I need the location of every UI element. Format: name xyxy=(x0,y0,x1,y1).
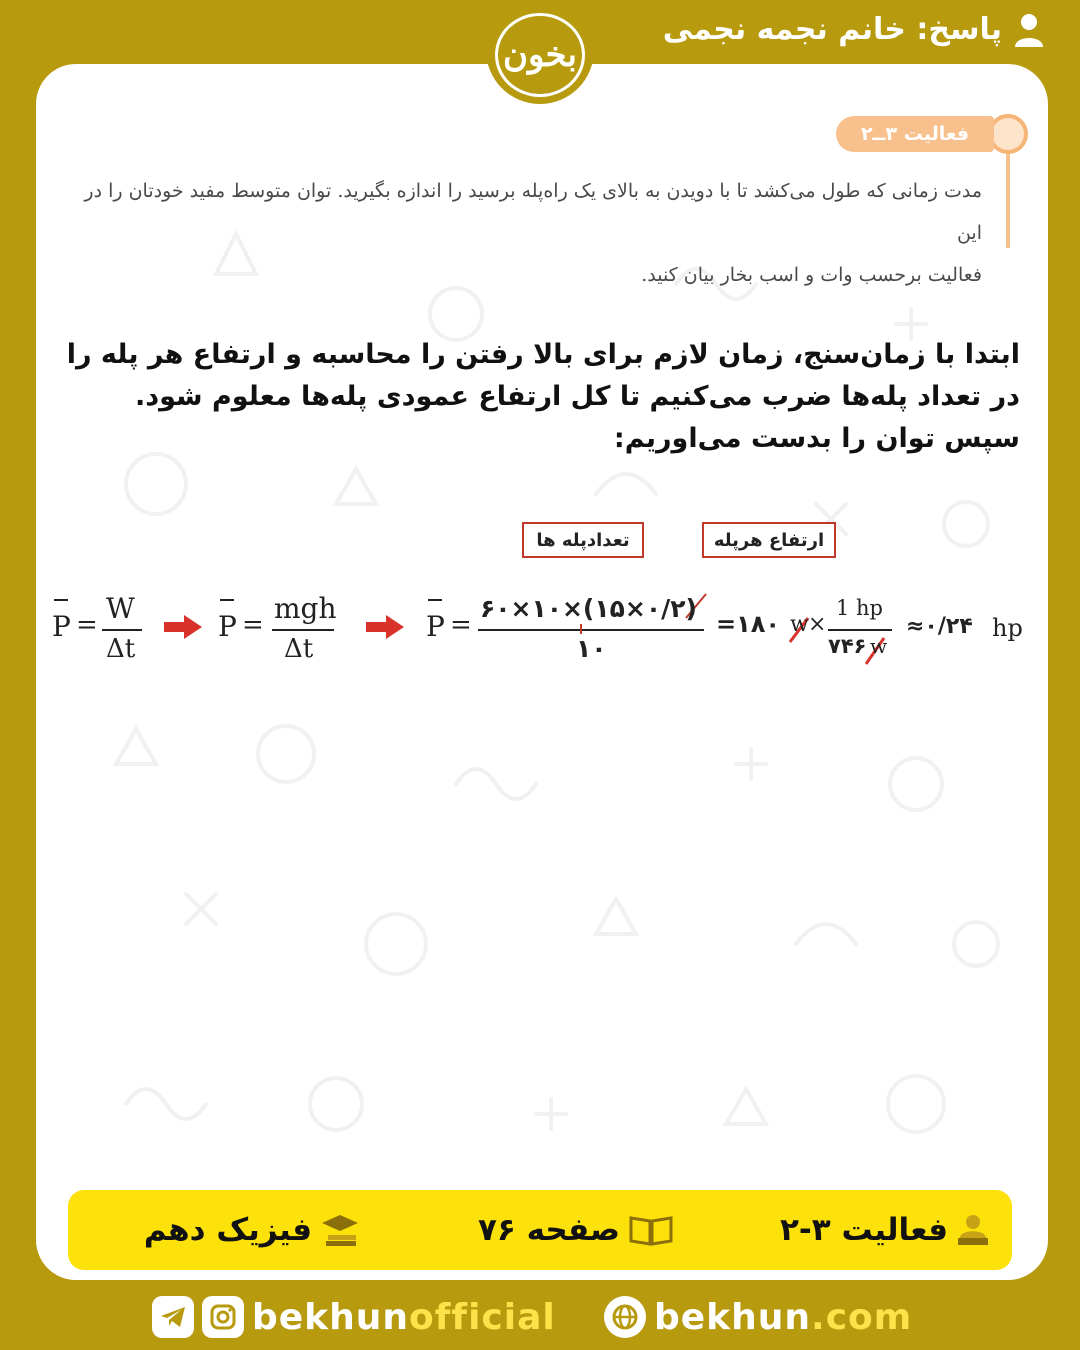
content-card xyxy=(36,64,1048,1280)
site-accent: .com xyxy=(811,1296,913,1338)
website-text[interactable] xyxy=(654,1297,912,1338)
activity-accent-line xyxy=(1006,152,1010,248)
logo-mark: بخون xyxy=(495,13,585,97)
book-question-line-1: مدت زمانی که طول می‌کشد تا با دویدن به بالای یک راه‌پله برسید را اندازه بگیرید. توان متوسط مفید خودتان را در این xyxy=(84,180,982,244)
p-bar-1: P xyxy=(52,610,71,643)
hp-numerator: 1 hp xyxy=(836,596,884,620)
equals-2: = xyxy=(242,610,264,640)
power-formula xyxy=(36,514,1048,674)
lesson-info-bar xyxy=(68,1190,1012,1270)
hp-denominator: ۷۴۶ xyxy=(828,634,867,658)
activity-dot-icon xyxy=(988,114,1028,154)
instagram-icon[interactable] xyxy=(202,1296,244,1338)
answerer-header xyxy=(663,12,1044,47)
activity-number: فعالیت ۳-۲ xyxy=(779,1212,948,1248)
annotation-steps-count: تعدادپله ها xyxy=(522,522,644,558)
activity-info xyxy=(780,1190,990,1270)
telegram-icon[interactable] xyxy=(152,1296,194,1338)
globe-icon[interactable] xyxy=(604,1296,646,1338)
book-question-line-2: فعالیت برحسب وات و اسب بخار بیان کنید. xyxy=(641,264,982,286)
hp-result-unit: hp xyxy=(992,614,1023,642)
work-numerator: W xyxy=(106,592,135,625)
answer-text: ابتدا با زمان‌سنج، زمان لازم برای بالا رفتن را محاسبه و ارتفاع هر پله را در تعداد پله‌ها ضرب می‌کنیم تا کل ارتفاع عمودی پله‌ها معلوم شود. سپس توان را بدست می‌اوریم: xyxy=(66,339,1020,454)
result-watts: =۱۸۰ xyxy=(716,610,781,638)
times-sign: × xyxy=(808,612,827,637)
social-handle-text[interactable] xyxy=(252,1297,556,1338)
subject-info xyxy=(144,1190,360,1270)
substituted-numerator: ۶۰×۱۰×(۱۵×۰/۲) xyxy=(480,594,697,623)
activity-label: فعالیت ۳ــ۲ xyxy=(836,116,994,152)
page-info xyxy=(478,1190,674,1270)
social-handle[interactable] xyxy=(152,1292,556,1342)
answerer-name: پاسخ: خانم نجمه نجمی xyxy=(662,12,1002,47)
watt-unit-cancelled: w xyxy=(790,612,809,637)
subject-name: فیزیک دهم xyxy=(143,1212,312,1248)
handle-accent: official xyxy=(409,1296,556,1338)
graduation-cap-icon xyxy=(320,1213,360,1247)
time-denominator-2: Δt xyxy=(284,634,314,664)
website-link[interactable] xyxy=(604,1292,912,1342)
approx-result: ≈۰/۲۴ xyxy=(906,614,973,639)
user-icon xyxy=(1014,13,1044,47)
open-book-icon xyxy=(628,1214,674,1246)
p-bar-2: P xyxy=(218,610,237,643)
annotation-step-height: ارتفاع هرپله xyxy=(702,522,836,558)
equals-1: = xyxy=(76,610,98,640)
handle-main: bekhun xyxy=(252,1296,410,1338)
book-question xyxy=(82,170,982,296)
page-number: صفحه ۷۶ xyxy=(477,1212,620,1248)
time-denominator-1: Δt xyxy=(106,634,136,664)
mgh-numerator: mgh xyxy=(274,592,337,625)
hp-denominator-unit: w xyxy=(870,634,888,658)
site-main: bekhun xyxy=(654,1296,812,1338)
equals-3: = xyxy=(450,610,472,640)
teacher-icon xyxy=(956,1214,990,1246)
p-bar-3: P xyxy=(426,610,445,643)
substituted-denominator: ۱۰ xyxy=(576,634,607,663)
